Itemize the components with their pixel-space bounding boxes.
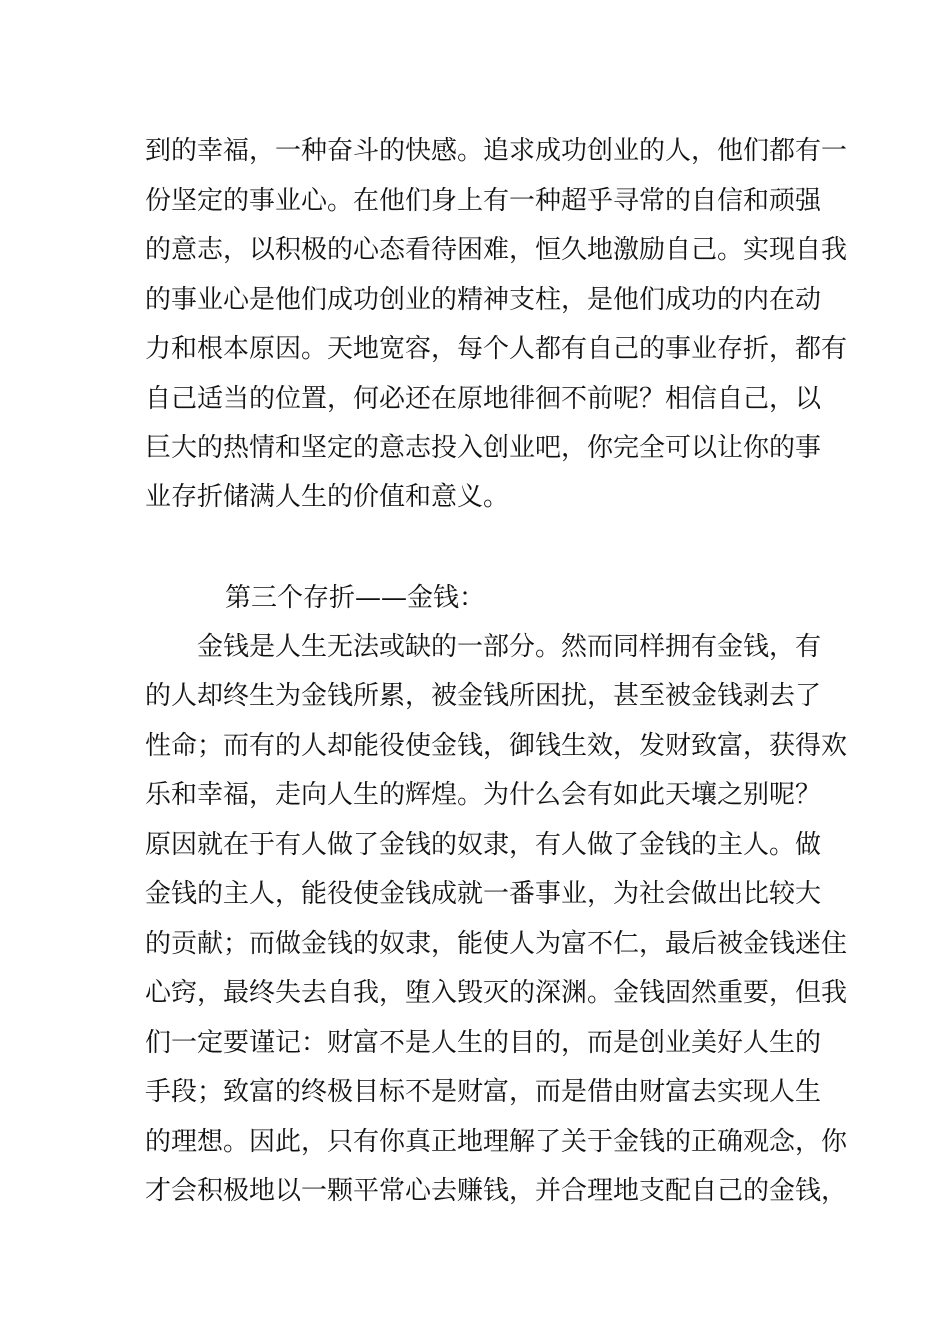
text-line: 金钱的主人，能役使金钱成就一番事业，为社会做出比较大 [145, 879, 822, 909]
text-line: 手段；致富的终极目标不是财富，而是借由财富去实现人生 [145, 1077, 822, 1107]
text-line: 原因就在于有人做了金钱的奴隶，有人做了金钱的主人。做 [145, 830, 822, 860]
text-line: 心窍，最终失去自我，堕入毁灭的深渊。金钱固然重要，但我 [145, 978, 848, 1008]
text-line: 自己适当的位置，何必还在原地徘徊不前呢？相信自己，以 [145, 384, 822, 414]
text-line: 业存折储满人生的价值和意义。 [145, 482, 510, 512]
text-line: 的意志，以积极的心态看待困难，恒久地激励自己。实现自我 [145, 235, 848, 265]
text-line: 们一定要谨记：财富不是人生的目的，而是创业美好人生的 [145, 1028, 822, 1058]
text-line: 的理想。因此，只有你真正地理解了关于金钱的正确观念，你 [145, 1127, 848, 1157]
text-line: 乐和幸福，走向人生的辉煌。为什么会有如此天壤之别呢？ [145, 780, 822, 810]
text-line: 才会积极地以一颗平常心去赚钱，并合理地支配自己的金钱， [145, 1176, 848, 1206]
text-line: 的人却终生为金钱所累，被金钱所困扰，甚至被金钱剥去了 [145, 681, 822, 711]
text-line: 的事业心是他们成功创业的精神支柱，是他们成功的内在动 [145, 285, 822, 315]
section-heading: 第三个存折——金钱： [225, 583, 486, 613]
text-line: 力和根本原因。天地宽容，每个人都有自己的事业存折，都有 [145, 334, 848, 364]
text-line: 到的幸福，一种奋斗的快感。追求成功创业的人，他们都有一 [145, 136, 848, 166]
text-line: 金钱是人生无法或缺的一部分。然而同样拥有金钱，有 [197, 632, 822, 662]
text-line: 份坚定的事业心。在他们身上有一种超乎寻常的自信和顽强 [145, 186, 822, 216]
text-line: 巨大的热情和坚定的意志投入创业吧，你完全可以让你的事 [145, 433, 822, 463]
text-line: 性命；而有的人却能役使金钱，御钱生效，发财致富，获得欢 [145, 731, 848, 761]
text-line: 的贡献；而做金钱的奴隶，能使人为富不仁，最后被金钱迷住 [145, 929, 848, 959]
